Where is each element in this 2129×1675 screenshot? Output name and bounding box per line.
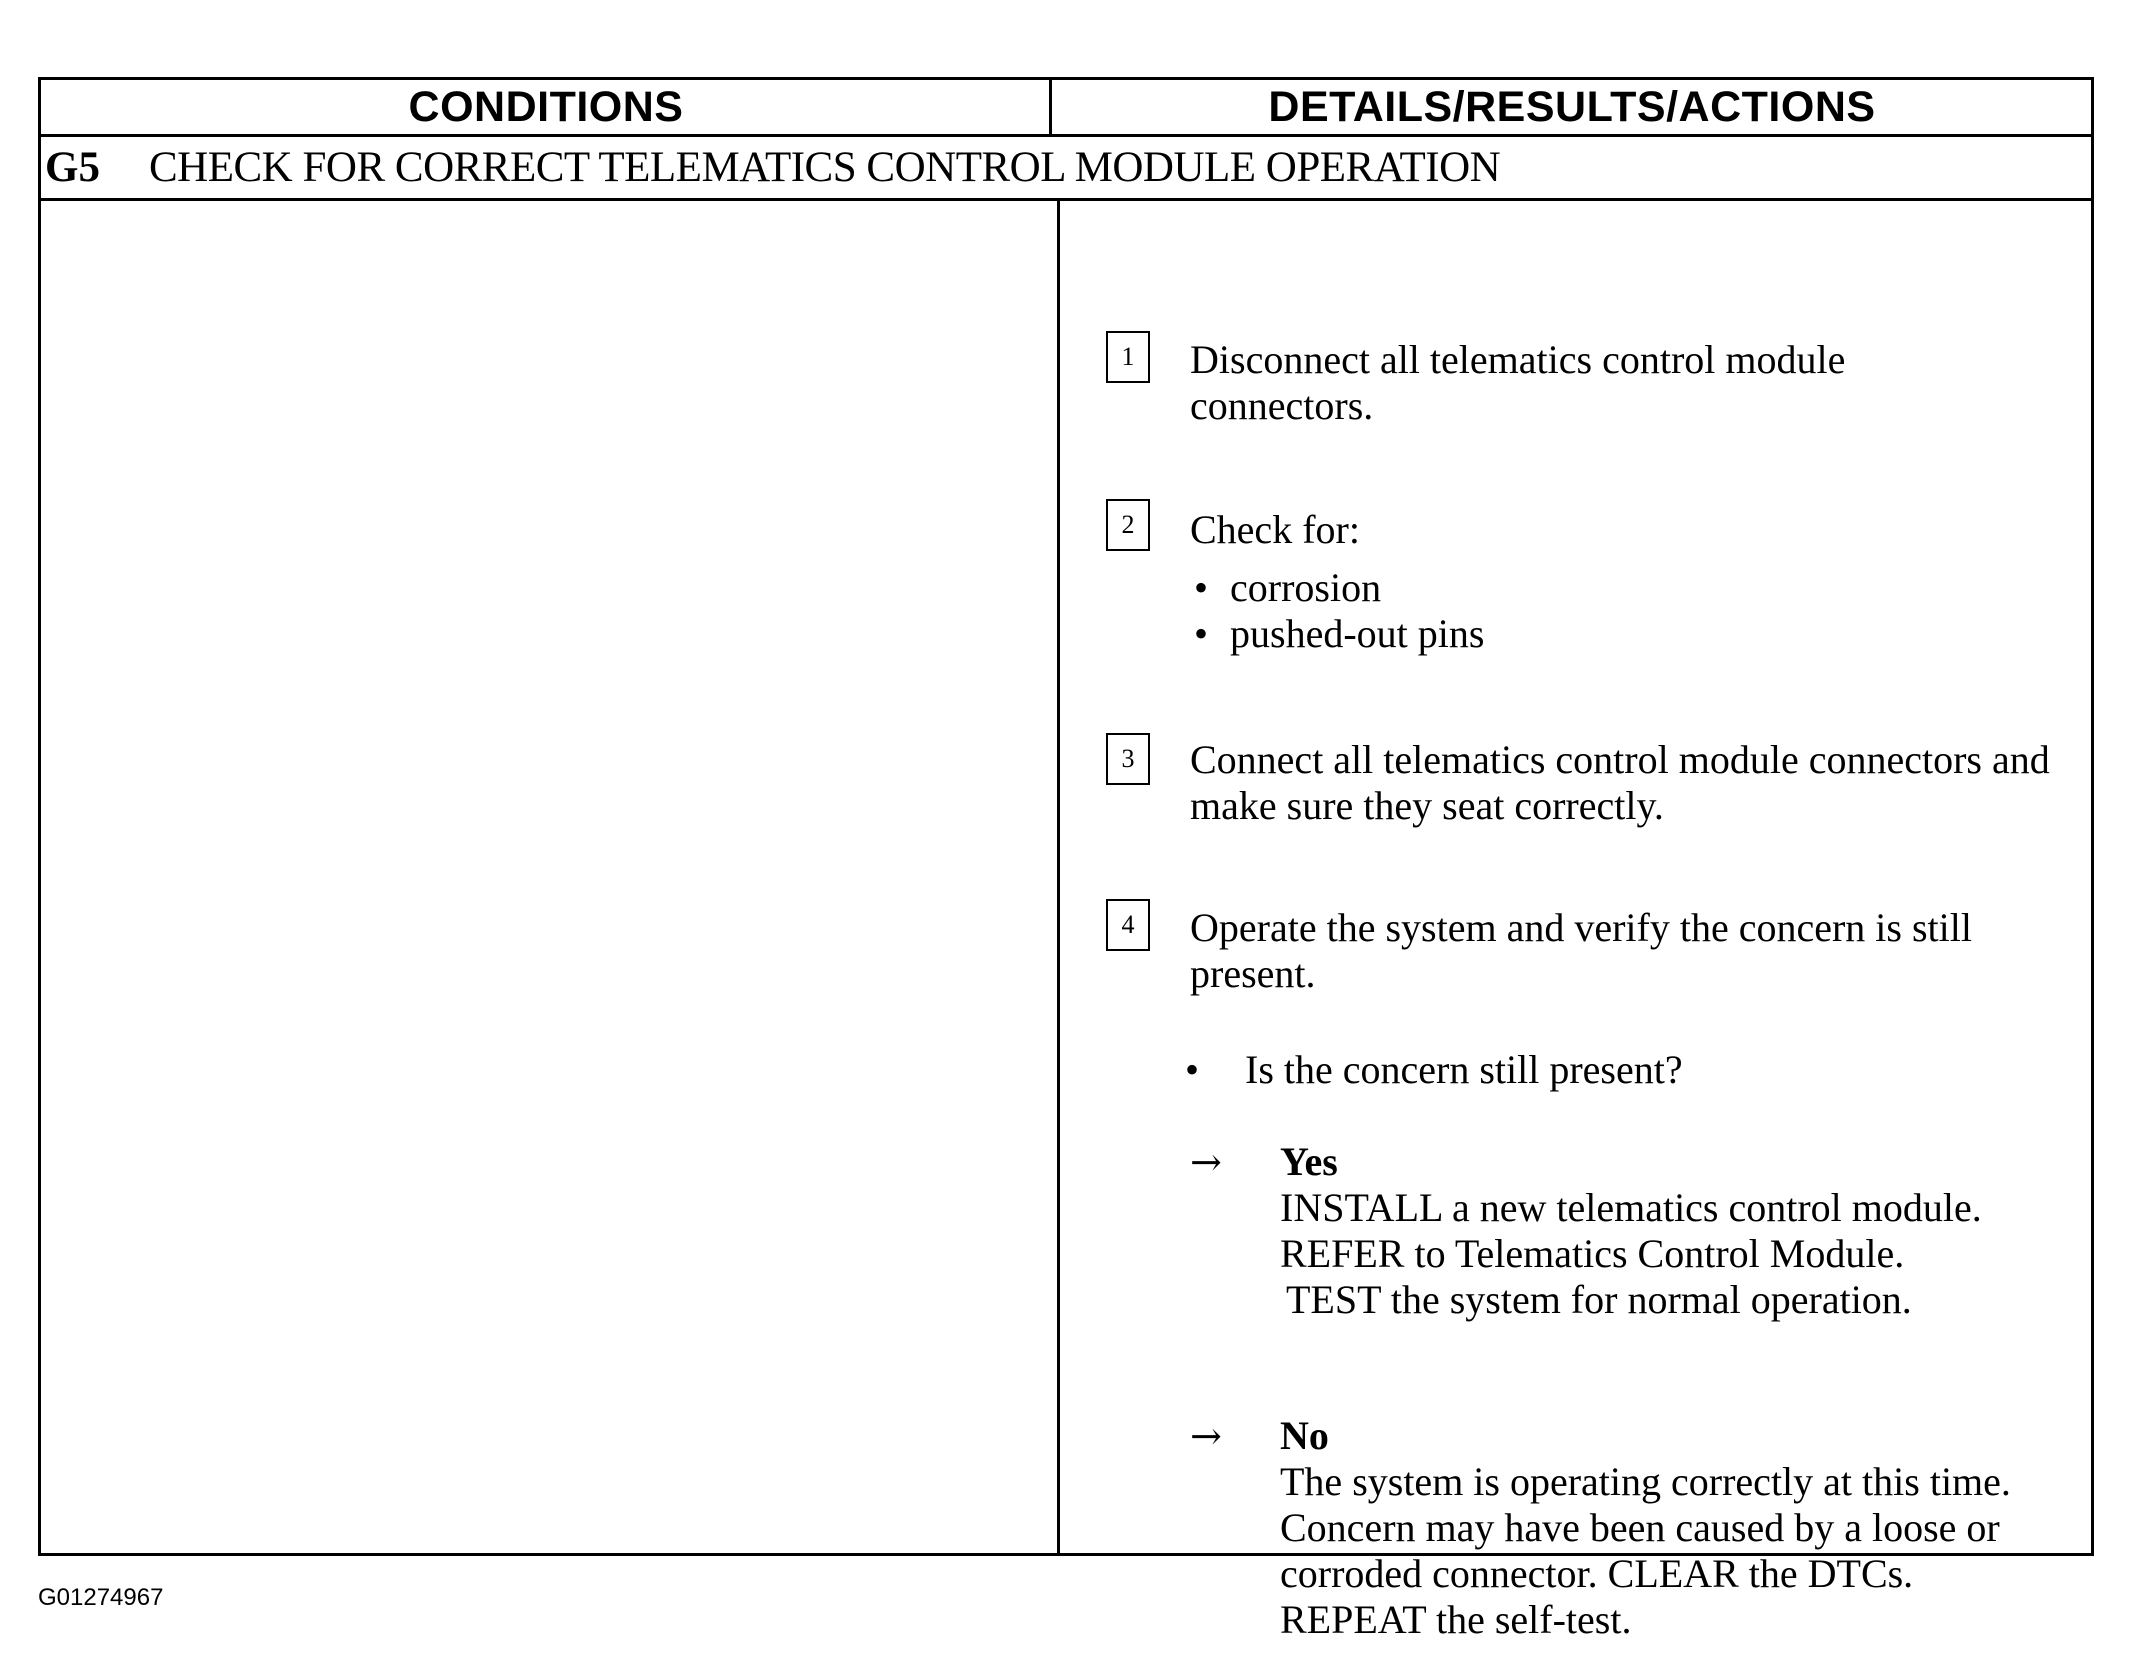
bullet-icon: • [1185, 1047, 1200, 1092]
answer-line: INSTALL a new telematics control module. [1280, 1185, 1982, 1230]
step-text: Check for: [1190, 507, 1360, 552]
answer-line: REPEAT the self-test. [1280, 1597, 1632, 1642]
conditions-header: CONDITIONS [408, 82, 684, 131]
step-text: Operate the system and verify the concern is still present. [1190, 905, 1972, 996]
details-header: DETAILS/RESULTS/ACTIONS [1268, 82, 1876, 131]
details-column [1060, 201, 2091, 1642]
answer-label: Yes [1280, 1139, 1338, 1184]
bullet-icon: • [1194, 611, 1209, 656]
conditions-column [41, 201, 1055, 1556]
step-title: CHECK FOR CORRECT TELEMATICS CONTROL MODULE OPERATION [149, 144, 1501, 191]
step-text: Disconnect all telematics control module connectors. [1190, 337, 1846, 428]
answer-body [1280, 1139, 2080, 1323]
answer-line: The system is operating correctly at this time. [1280, 1459, 2011, 1504]
header-divider [1049, 80, 1052, 134]
step-text-block [1190, 507, 2076, 657]
list-item: • corrosion [1194, 565, 1382, 610]
step-number-box: 4 [1106, 899, 1150, 951]
step-number-box: 1 [1106, 331, 1150, 383]
answer-line: Concern may have been caused by a loose or [1280, 1505, 2000, 1550]
bullet-icon: • [1194, 565, 1209, 610]
figure-id: G01274967 [38, 1584, 164, 1611]
table-header-row [41, 80, 2091, 137]
step-number-box: 3 [1106, 733, 1150, 785]
right-arrow-icon: → [1190, 1140, 1222, 1184]
answer-body [1280, 1413, 2080, 1643]
step-text: Connect all telematics control module connectors and make sure they seat correctly. [1190, 737, 2050, 828]
step-id: G5 [45, 144, 100, 191]
list-item: • pushed-out pins [1194, 611, 1485, 656]
answer-line: TEST the system for normal operation. [1286, 1277, 1912, 1322]
answer-line: corroded connector. CLEAR the DTCs. [1280, 1551, 1914, 1596]
step-number-box: 2 [1106, 499, 1150, 551]
step-title-row [41, 137, 2091, 201]
right-arrow-icon: → [1190, 1414, 1222, 1458]
answer-label: No [1280, 1413, 1329, 1458]
question-text: Is the concern still present? [1245, 1047, 1683, 1092]
check-list [1190, 565, 2076, 657]
answer-line: REFER to Telematics Control Module. [1280, 1231, 1905, 1276]
